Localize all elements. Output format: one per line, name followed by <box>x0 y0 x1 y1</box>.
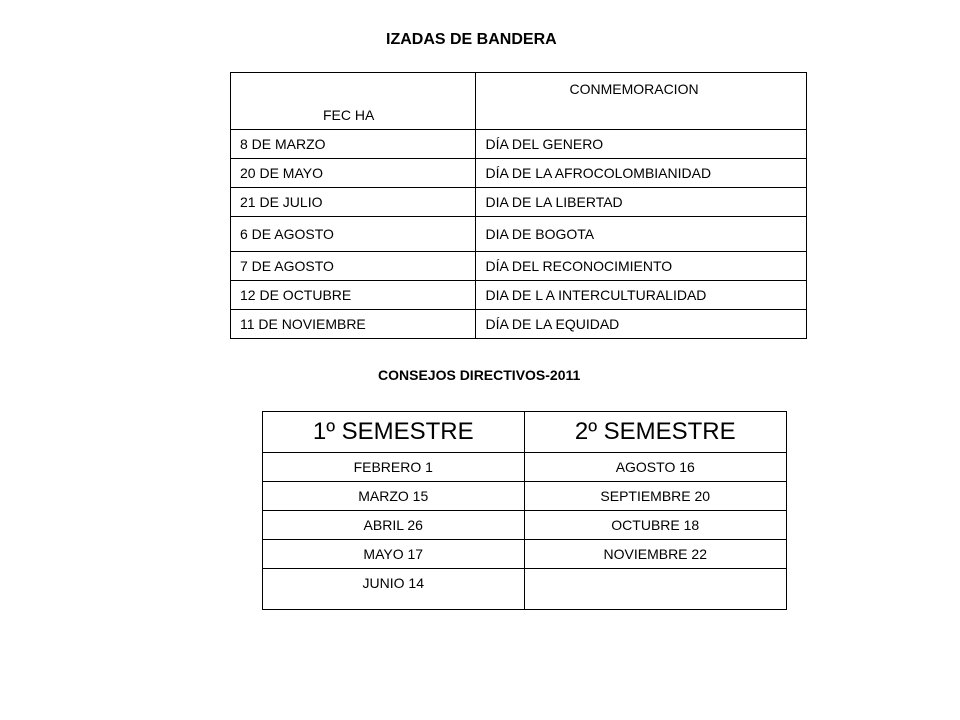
second-semester-cell: NOVIEMBRE 22 <box>524 540 787 569</box>
date-cell: 6 DE AGOSTO <box>231 217 476 252</box>
table-header-row <box>263 412 787 453</box>
first-semester-cell: MARZO 15 <box>263 482 525 511</box>
first-semester-cell: ABRIL 26 <box>263 511 525 540</box>
column-header-first-semester: 1º SEMESTRE <box>263 412 525 453</box>
first-semester-cell: JUNIO 14 <box>263 569 525 610</box>
table-row <box>231 188 807 217</box>
first-semester-cell: MAYO 17 <box>263 540 525 569</box>
second-semester-cell: SEPTIEMBRE 20 <box>524 482 787 511</box>
commemoration-cell: DIA DE LA LIBERTAD <box>476 188 807 217</box>
date-cell: 7 DE AGOSTO <box>231 252 476 281</box>
councils-title: CONSEJOS DIRECTIVOS-2011 <box>378 367 581 383</box>
table-row <box>231 159 807 188</box>
date-cell: 11 DE NOVIEMBRE <box>231 310 476 339</box>
table-row <box>263 482 787 511</box>
commemoration-cell: DÍA DE LA AFROCOLOMBIANIDAD <box>476 159 807 188</box>
table-row <box>263 511 787 540</box>
second-semester-cell: AGOSTO 16 <box>524 453 787 482</box>
flags-table <box>230 72 807 339</box>
second-semester-cell <box>524 569 787 610</box>
date-cell: 8 DE MARZO <box>231 130 476 159</box>
table-row <box>231 281 807 310</box>
column-header-second-semester: 2º SEMESTRE <box>524 412 787 453</box>
table-header-row <box>231 73 807 130</box>
commemoration-cell: DÍA DEL GENERO <box>476 130 807 159</box>
commemoration-cell: DIA DE L A INTERCULTURALIDAD <box>476 281 807 310</box>
table-row <box>263 453 787 482</box>
table-row <box>263 540 787 569</box>
commemoration-cell: DÍA DE LA EQUIDAD <box>476 310 807 339</box>
column-header-date: FEC HA <box>231 73 476 130</box>
date-cell: 21 DE JULIO <box>231 188 476 217</box>
flags-title: IZADAS DE BANDERA <box>386 31 557 48</box>
second-semester-cell: OCTUBRE 18 <box>524 511 787 540</box>
date-cell: 20 DE MAYO <box>231 159 476 188</box>
commemoration-cell: DÍA DEL RECONOCIMIENTO <box>476 252 807 281</box>
councils-table <box>262 411 787 610</box>
table-row <box>231 252 807 281</box>
table-row <box>263 569 787 610</box>
table-row <box>231 310 807 339</box>
first-semester-cell: FEBRERO 1 <box>263 453 525 482</box>
column-header-commemoration: CONMEMORACION <box>476 73 807 130</box>
table-row <box>231 217 807 252</box>
date-cell: 12 DE OCTUBRE <box>231 281 476 310</box>
commemoration-cell: DIA DE BOGOTA <box>476 217 807 252</box>
table-row <box>231 130 807 159</box>
